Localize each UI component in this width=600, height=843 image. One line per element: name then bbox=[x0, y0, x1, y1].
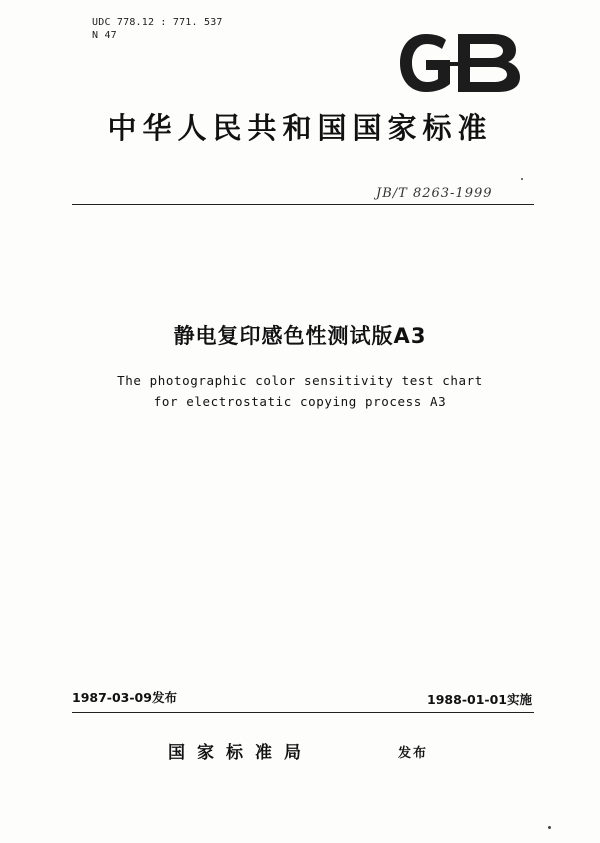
issue-date: 1987-03-09发布 bbox=[72, 690, 177, 705]
scan-speck bbox=[548, 826, 551, 829]
bottom-divider bbox=[72, 712, 534, 713]
english-title-line-1: The photographic color sensitivity test chart bbox=[117, 373, 483, 388]
national-standard-heading: 中华人民共和国国家标准 bbox=[107, 111, 493, 145]
top-divider bbox=[72, 204, 534, 205]
udc-block bbox=[92, 16, 223, 42]
classification-code: N 47 bbox=[92, 30, 117, 41]
english-title-line-2: for electrostatic copying process A3 bbox=[153, 394, 447, 409]
document-title-english bbox=[0, 370, 600, 412]
publisher-name: 国家标准局 bbox=[168, 743, 313, 763]
standard-number: JB/T 8263-1999 bbox=[376, 186, 493, 201]
udc-code: UDC 778.12 : 771. 537 bbox=[92, 17, 223, 28]
effective-date: 1988-01-01实施 bbox=[427, 692, 532, 707]
publish-label: 发布 bbox=[398, 746, 429, 761]
document-title-chinese: 静电复印感色性测试版A3 bbox=[173, 324, 427, 348]
scan-speck bbox=[521, 178, 523, 180]
gb-logo bbox=[398, 32, 530, 94]
